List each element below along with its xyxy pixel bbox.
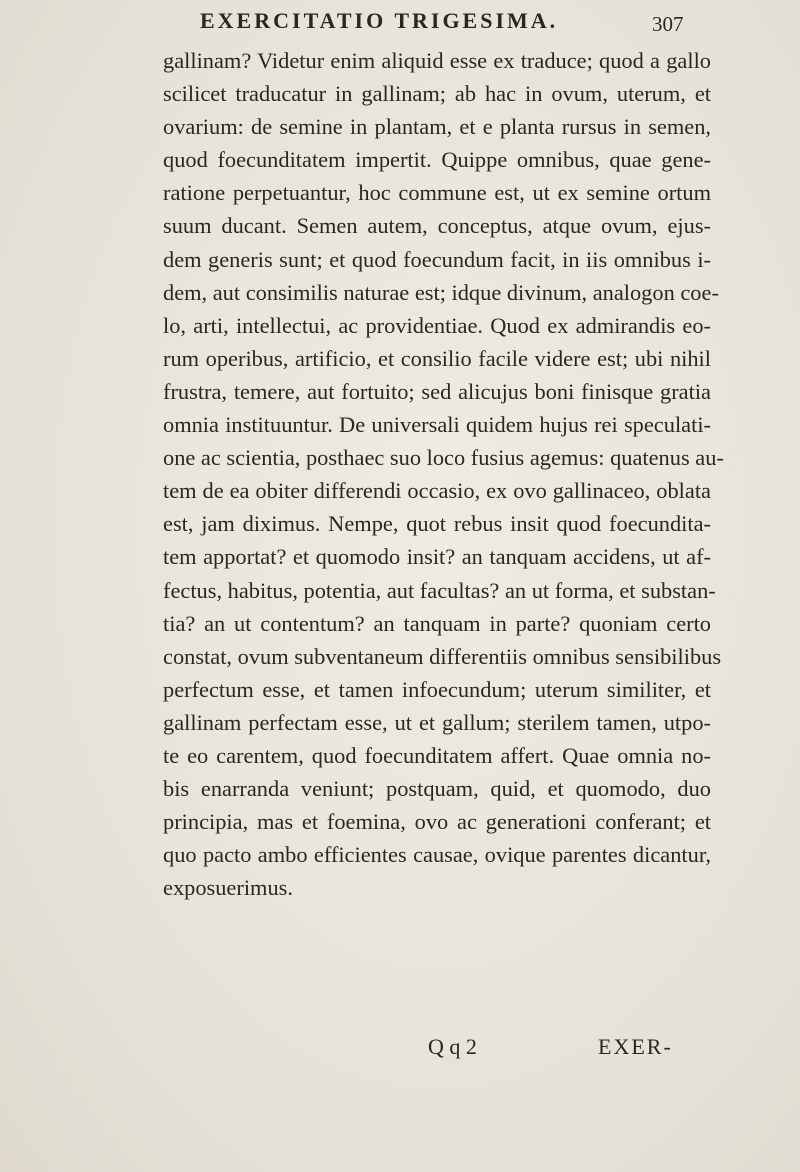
signature-mark: Q q 2 (428, 1034, 477, 1059)
text-line: tem apportat? et quomodo insit? an tanquam accidens, ut af- (163, 544, 711, 570)
text-line: constat, ovum subventaneum differentiis omnibus sensibilibus (163, 643, 722, 669)
text-line: ratione perpetuantur, hoc commune est, ut ex semine ortum (163, 180, 711, 206)
text-line: est, jam diximus. Nempe, quot rebus insit quod foecundita- (163, 511, 711, 537)
text-line: tia? an ut contentum? an tanquam in parte? quoniam certo (163, 610, 711, 636)
text-line: fectus, habitus, potentia, aut facultas? an ut forma, et substan- (163, 577, 716, 603)
text-line: ovarium: de semine in plantam, et e planta rursus in semen, (163, 114, 711, 140)
text-line: quo pacto ambo efficientes causae, ovique parentes dicantur, (163, 842, 711, 868)
text-line: dem, aut consimilis naturae est; idque divinum, analogon coe- (163, 279, 719, 305)
text-line: gallinam perfectam esse, ut et gallum; sterilem tamen, utpo- (163, 709, 711, 735)
text-line: quod foecunditatem impertit. Quippe omnibus, quae gene- (163, 147, 711, 173)
page-number: 307 (652, 12, 684, 36)
text-line: suum ducant. Semen autem, conceptus, atque ovum, ejus- (163, 213, 711, 239)
text-line: omnia instituuntur. De universali quidem hujus rei speculati- (163, 412, 711, 438)
text-line: rum operibus, artificio, et consilio facile videre est; ubi nihil (163, 345, 711, 371)
text-line: tem de ea obiter differendi occasio, ex ovo gallinaceo, oblata (163, 478, 711, 504)
text-line: lo, arti, intellectui, ac providentiae. Quod ex admirandis eo- (163, 312, 711, 338)
text-line: exposuerimus. (163, 875, 293, 901)
text-line: perfectum esse, et tamen infoecundum; uterum similiter, et (163, 676, 711, 702)
text-line: scilicet traducatur in gallinam; ab hac in ovum, uterum, et (163, 81, 711, 107)
text-line: bis enarranda veniunt; postquam, quid, et quomodo, duo (163, 776, 711, 802)
text-line: one ac scientia, posthaec suo loco fusius agemus: quatenus au- (163, 445, 724, 471)
body-text (163, 44, 724, 904)
text-line: te eo carentem, quod foecunditatem affert. Quae omnia no- (163, 742, 711, 768)
text-line: principia, mas et foemina, ovo ac generationi conferant; et (163, 809, 711, 835)
text-line: frustra, temere, aut fortuito; sed alicujus boni finisque gratia (163, 378, 711, 404)
running-head: EXERCITATIO TRIGESIMA. (200, 8, 559, 33)
text-line: gallinam? Videtur enim aliquid esse ex traduce; quod a gallo (163, 48, 711, 73)
catchword: EXER- (598, 1034, 673, 1059)
text-line: dem generis sunt; et quod foecundum facit, in iis omnibus i- (163, 246, 711, 272)
